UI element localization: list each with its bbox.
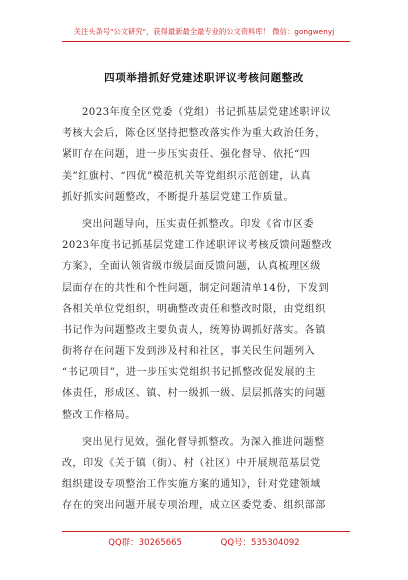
footer-contact	[0, 536, 408, 548]
paragraph-3-line-3: 组织建设专项整治工作实施方案的通知》，针对党建领域	[62, 479, 321, 491]
header-divider	[62, 41, 350, 42]
footer-qq-group: QQ群：30265665	[108, 538, 182, 548]
paragraph-2-line-1: 突出问题导向，压实责任抓整改。印发《省市区委	[82, 218, 315, 230]
paragraph-2-line-6: 书记作为问题整改主要负责人，统筹协调抓好落实。各镇	[62, 324, 326, 336]
paragraph-2-line-5: 各相关单位党组织，明确整改责任和整改时限，由党组织	[62, 303, 326, 315]
paragraph-2-line-10: 整改工作格局。	[62, 409, 136, 421]
document-body	[62, 102, 348, 517]
footer-qq-number: QQ号：535304092	[220, 538, 300, 548]
paragraph-2-line-3: 方案》，全面认领省级市级层面反馈问题，认真梳理区级	[62, 261, 321, 273]
paragraph-2-line-2: 2023年度书记抓基层党建工作述职评议考核反馈问题整改	[62, 240, 333, 252]
paragraph-2-line-7: 街将存在问题下发到涉及村和社区，事关民生问题列入	[62, 346, 316, 358]
paragraph-2-line-8: “书记项目”，进一步压实党组织书记抓整改促发展的主	[62, 367, 316, 379]
paragraph-1-line-2: 考核大会后，陈仓区坚持把整改落实作为重大政治任务，	[62, 128, 326, 140]
paragraph-3-line-4: 存在的突出问题开展专项治理，成立区委党委、组织部部	[62, 500, 326, 512]
paragraph-1-line-4: 美”红旗村、“四优”模范机关等党组织示范创建，认真	[62, 170, 312, 182]
paragraph-1-line-3: 紧盯存在问题，进一步压实责任、强化督导、依托“四	[62, 149, 311, 161]
header-banner: 关注头条号"公文研究"，获得最新最全最专业的公文资料库！ 微信：gongwenyj	[73, 27, 335, 36]
paragraph-2-line-4: 层面存在的共性和个性问题，制定问题清单14份，下发到	[62, 282, 330, 294]
footer-divider	[62, 531, 350, 532]
paragraph-2-line-9: 体责任，形成区、镇、村一级抓一级、层层抓落实的问题	[62, 388, 326, 400]
paragraph-1-line-5: 抓好抓实问题整改，不断提升基层党建工作质量。	[62, 191, 295, 203]
paragraph-3-line-1: 突出见行见效，强化督导抓整改。为深入推进问题整	[82, 436, 325, 448]
paragraph-1-line-1: 2023年度全区党委（党组）书记抓基层党建述职评议	[82, 107, 332, 118]
paragraph-3-line-2: 改，印发《关于镇（街）、村（社区）中开展规范基层党	[62, 458, 321, 469]
document-title: 四项举措抓好党建述职评议考核问题整改	[104, 72, 304, 84]
